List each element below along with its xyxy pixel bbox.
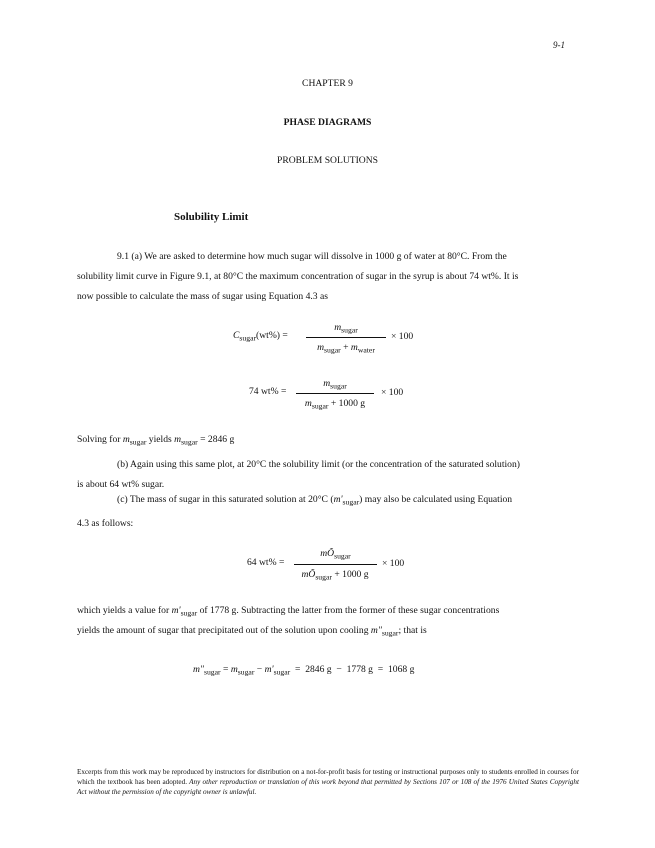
- eq3-denominator: [290, 569, 380, 581]
- subscript: sugar: [341, 325, 358, 335]
- symbol: m: [174, 434, 182, 445]
- para-d-line1: [77, 605, 499, 617]
- symbol: m': [333, 494, 343, 505]
- symbol: m": [370, 625, 382, 636]
- text: solubility limit curve in Figure 9.1, at 80°C the maximum concentration of sugar in the syrup is about 74 wt%. It is: [77, 271, 519, 282]
- text: which yields a value for: [77, 605, 172, 616]
- solving-line: [77, 434, 234, 446]
- eq1-lhs: [233, 330, 288, 342]
- text: (wt%) =: [256, 330, 288, 341]
- symbol: m: [317, 342, 325, 353]
- subscript: sugar: [381, 628, 399, 638]
- para-a-line3: [77, 291, 328, 303]
- symbol: C: [233, 330, 240, 341]
- subscript: sugar: [334, 551, 351, 561]
- eq2-denominator: [292, 398, 378, 410]
- symbol: m': [171, 605, 181, 616]
- subscript: water: [357, 345, 375, 355]
- eq1-numerator: [306, 322, 386, 334]
- para-a-line1: [117, 251, 507, 263]
- chapter-label: CHAPTER 9: [302, 78, 353, 89]
- footer-italic-text: Any other reproduction or translation of this work beyond that permitted by Sections 107 or 108 of the 1976 United States Copyright Act without the permission of the copyright owner is unlawful.: [77, 778, 579, 796]
- footer-text: Excerpts from this work may be reproduced by instructors for distribution on a not-for-profit basis for testing or instructional purposes only to students enrolled in courses for which the textbook has been adopted.: [77, 768, 579, 786]
- text: yields the amount of sugar that precipitated out of the solution upon cooling: [77, 625, 371, 636]
- subscript: sugar: [342, 497, 360, 507]
- symbol: m": [193, 664, 204, 675]
- symbol: m: [122, 434, 130, 445]
- para-d-line2: [77, 625, 427, 637]
- text: now possible to calculate the mass of sugar using Equation 4.3 as: [77, 291, 328, 302]
- para-c-line2: 4.3 as follows:: [77, 518, 134, 529]
- copyright-footer: [77, 767, 579, 797]
- symbol: m: [334, 322, 342, 333]
- subscript: sugar: [239, 333, 257, 343]
- eq2-numerator: [296, 378, 374, 390]
- subscript: sugar: [180, 608, 198, 618]
- subscript: sugar: [181, 437, 198, 447]
- page-number: 9-1: [553, 40, 565, 50]
- subscript: sugar: [129, 437, 147, 447]
- equation-4: [193, 664, 414, 676]
- page-title: PHASE DIAGRAMS: [283, 117, 372, 128]
- text: = 2846 g − 1778 g = 1068 g: [290, 664, 415, 675]
- text: of 1778 g. Subtracting the latter from the former of these sugar concentrations: [197, 605, 500, 616]
- text: + 1000 g: [330, 398, 366, 409]
- text: + 1000 g: [334, 569, 369, 580]
- symbol: m: [304, 398, 312, 409]
- symbol: m': [264, 664, 274, 675]
- eq3-fraction-bar: [294, 564, 377, 565]
- symbol: mÕ: [320, 548, 335, 559]
- symbol: m: [350, 342, 358, 353]
- text: Solving for: [77, 434, 123, 445]
- eq2-times: × 100: [381, 387, 404, 398]
- symbol: m: [230, 664, 238, 675]
- page-subtitle: PROBLEM SOLUTIONS: [276, 155, 378, 166]
- eq2-lhs: 74 wt% =: [249, 386, 287, 397]
- text: −: [254, 664, 265, 675]
- para-b-line1: (b) Again using this same plot, at 20°C the solubility limit (or the concentration of the saturated solution): [117, 459, 520, 470]
- subscript: sugar: [324, 345, 341, 355]
- eq1-times: × 100: [391, 331, 414, 342]
- para-a-line2: [77, 271, 518, 283]
- para-c-line1: [117, 494, 512, 506]
- subscript: sugar: [315, 572, 332, 582]
- eq3-numerator: [294, 548, 377, 560]
- text: ) may also be calculated using Equation: [359, 494, 513, 505]
- text: (c) The mass of sugar in this saturated solution at 20°C (: [117, 494, 334, 505]
- text: =: [220, 664, 231, 675]
- symbol: m: [323, 378, 331, 389]
- symbol: mÕ: [301, 569, 316, 580]
- subscript: sugar: [237, 667, 255, 677]
- text: = 2846 g: [197, 434, 235, 445]
- eq3-times: × 100: [382, 558, 405, 569]
- subscript: sugar: [203, 667, 221, 677]
- subscript: sugar: [311, 401, 329, 411]
- eq2-fraction-bar: [296, 393, 374, 394]
- text: yields: [146, 434, 175, 445]
- eq1-denominator: [300, 342, 392, 354]
- text: ; that is: [398, 625, 427, 636]
- subscript: sugar: [330, 381, 347, 391]
- eq3-lhs: 64 wt% =: [247, 557, 285, 568]
- eq1-fraction-bar: [306, 337, 386, 338]
- subscript: sugar: [273, 667, 291, 677]
- text: 9.1 (a) We are asked to determine how much sugar will dissolve in 1000 g of water at 80°C. From the: [117, 251, 507, 262]
- para-b-line2: is about 64 wt% sugar.: [77, 479, 165, 490]
- section-heading: Solubility Limit: [174, 211, 249, 223]
- text: +: [343, 342, 349, 353]
